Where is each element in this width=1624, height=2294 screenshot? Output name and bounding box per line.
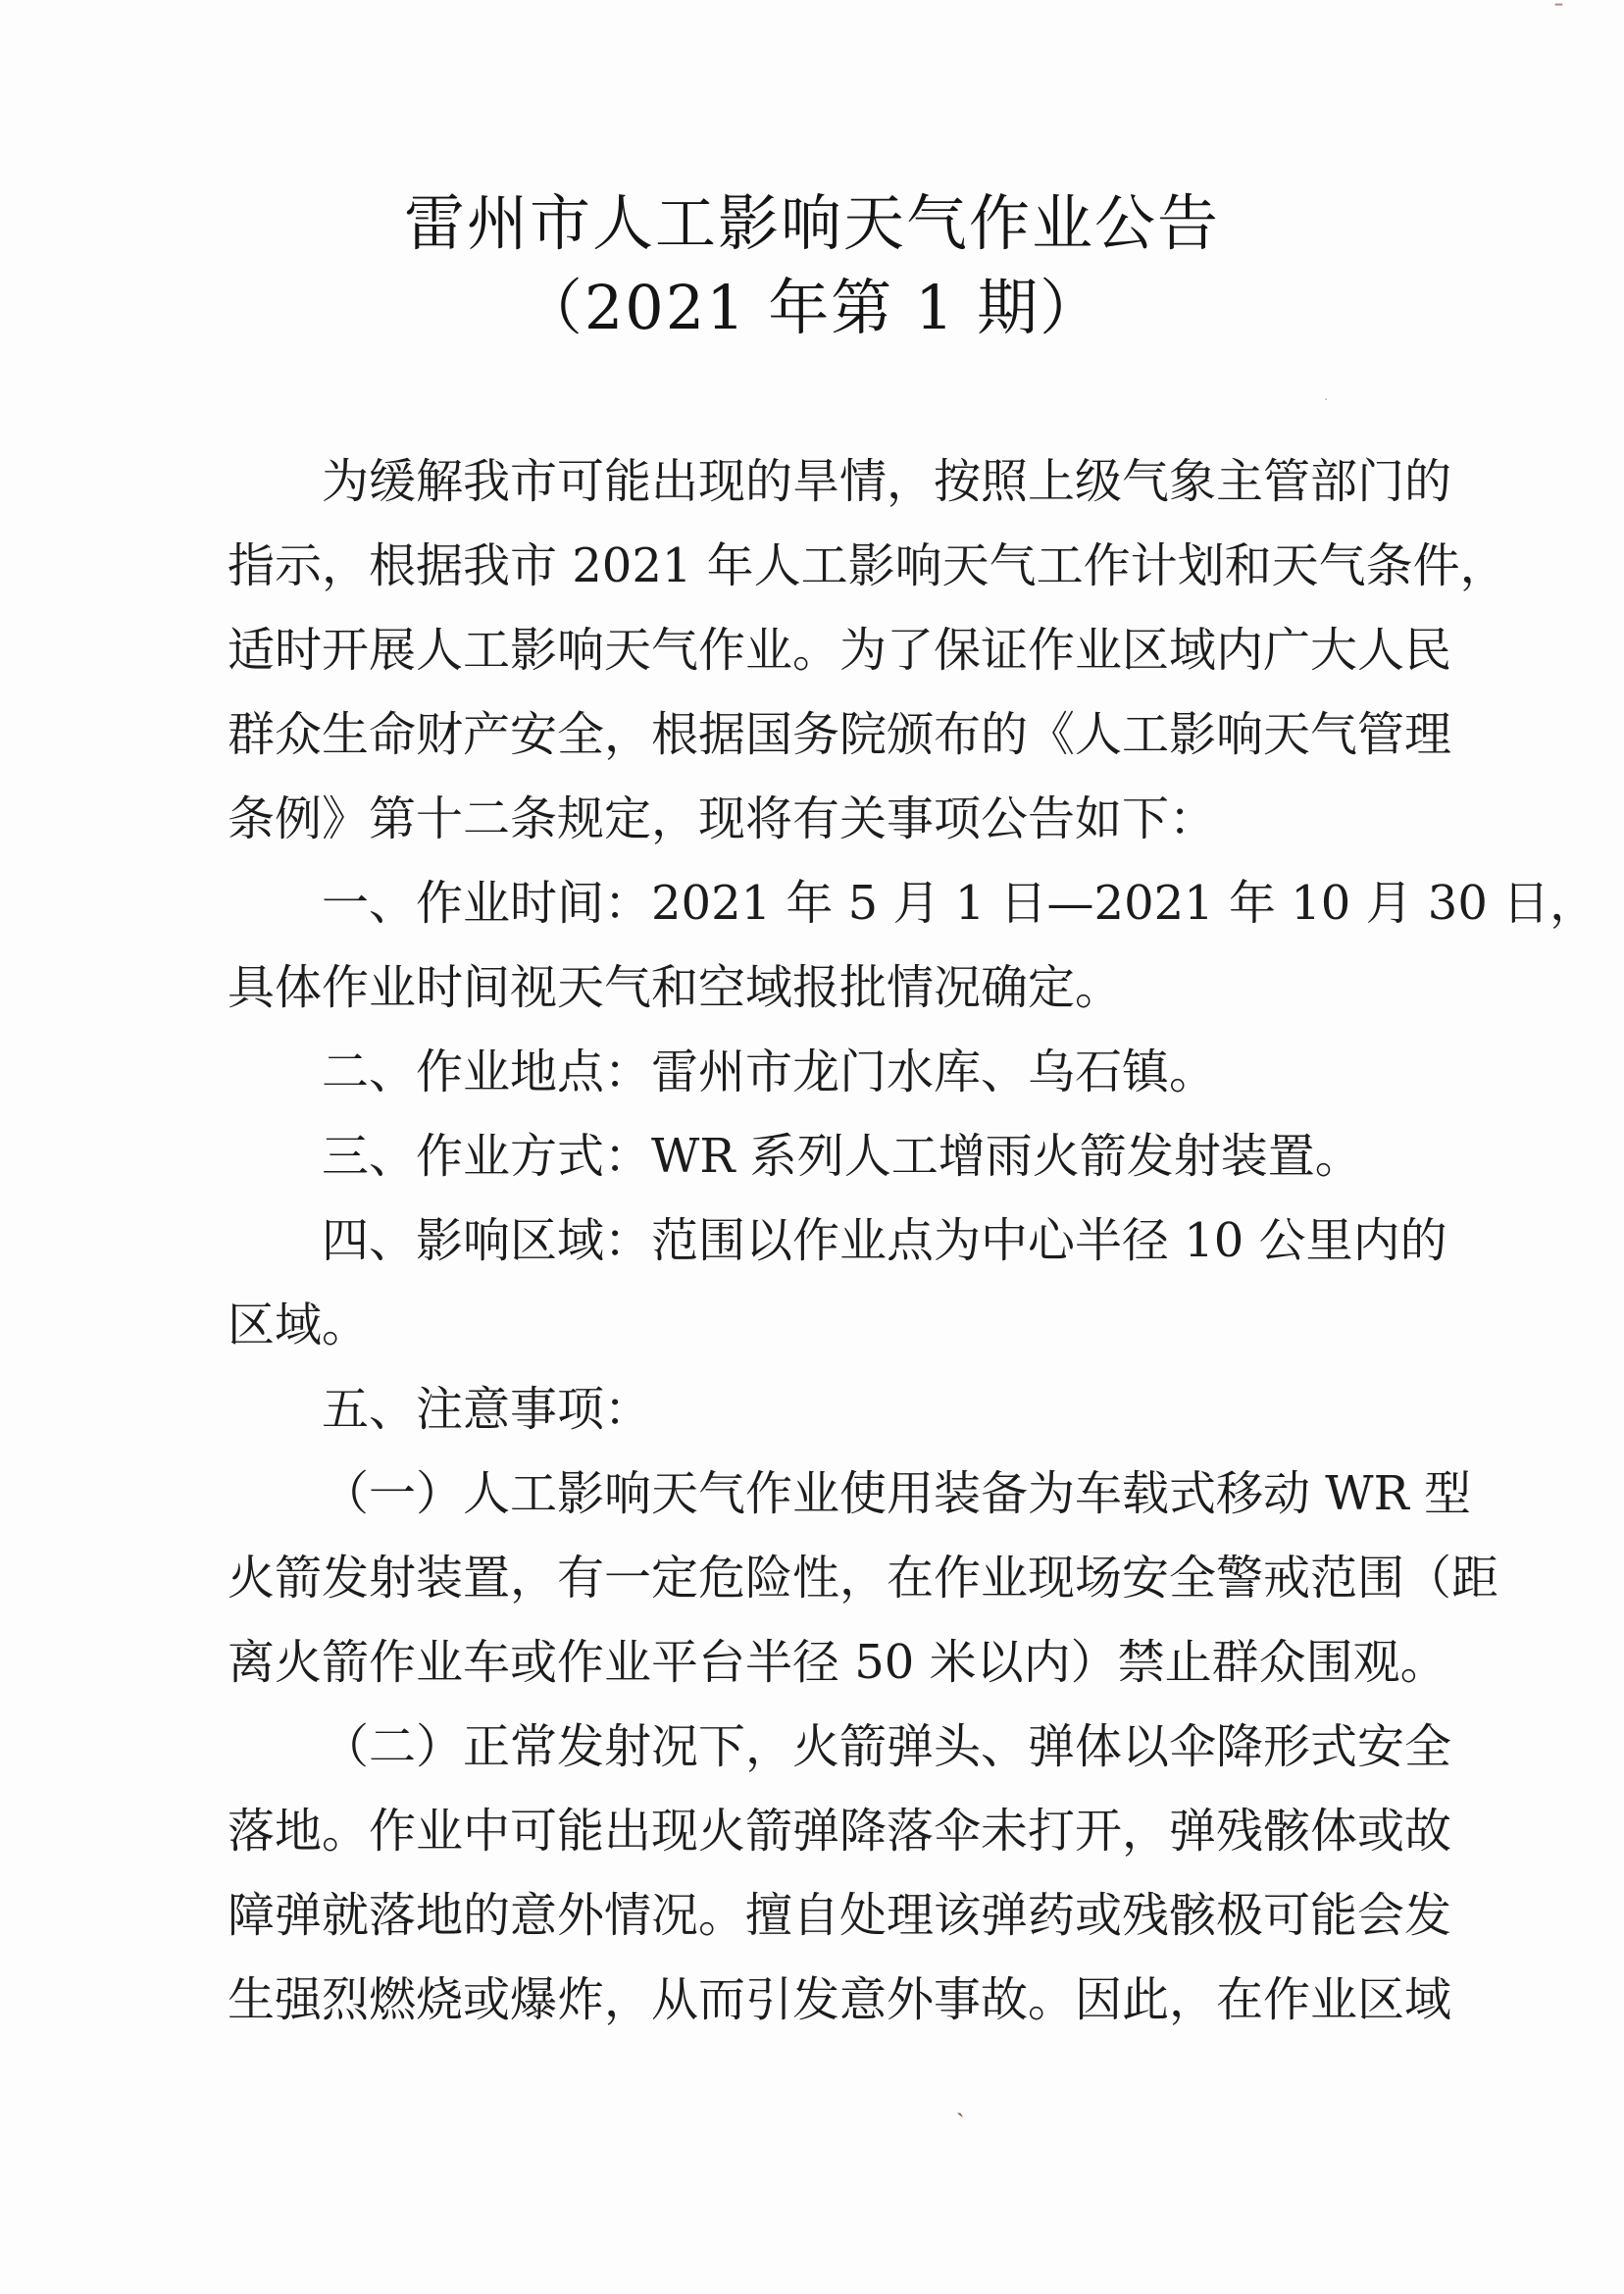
paragraph-line: （二）正常发射况下，火箭弹头、弹体以伞降形式安全 — [322, 1719, 1452, 1774]
paragraph-line: 区域。 — [228, 1298, 370, 1352]
scan-speck: · — [1324, 392, 1329, 408]
paragraph-line: 二、作业地点：雷州市龙门水库、乌石镇。 — [322, 1045, 1217, 1099]
paragraph-line: 四、影响区域：范围以作业点为中心半径 10 公里内的 — [322, 1213, 1447, 1268]
document-title: 雷州市人工影响天气作业公告 — [403, 187, 1220, 259]
paragraph-line: 落地。作业中可能出现火箭弹降落伞未打开，弹残骸体或故 — [228, 1804, 1452, 1859]
scan-speck: ˉ — [1552, 0, 1565, 29]
paragraph-line: 生强烈燃烧或爆炸，从而引发意外事故。因此，在作业区域 — [228, 1972, 1452, 2027]
paragraph-line: 条例》第十二条规定，现将有关事项公告如下： — [228, 791, 1217, 846]
paragraph-item-2 — [228, 1030, 1373, 1114]
paragraph-line: 离火箭作业车或作业平台半径 50 米以内）禁止群众围观。 — [228, 1635, 1447, 1690]
paragraph-line: 三、作业方式：WR 系列人工增雨火箭发射装置。 — [322, 1129, 1362, 1184]
paragraph-line: 具体作业时间视天气和空域报批情况确定。 — [228, 960, 1123, 1015]
paragraph-subitem-1 — [228, 1452, 1499, 1705]
paragraph-line: 指示，根据我市 2021 年人工影响天气工作计划和天气条件， — [228, 538, 1507, 593]
paragraph-line: 障弹就落地的意外情况。擅自处理该弹药或残骸极可能会发 — [228, 1888, 1452, 1943]
document-body — [228, 439, 1598, 2042]
scan-speck: ˏ — [956, 2089, 965, 2118]
paragraph-item-4 — [228, 1198, 1447, 1367]
paragraph-item-3 — [228, 1114, 1373, 1198]
paragraph-line: （一）人工影响天气作业使用装备为车载式移动 WR 型 — [322, 1466, 1471, 1521]
paragraph-line: 五、注意事项： — [322, 1382, 652, 1437]
paragraph-subitem-2 — [228, 1705, 1452, 2042]
paragraph-item-1 — [228, 861, 1598, 1030]
paragraph-line: 为缓解我市可能出现的旱情，按照上级气象主管部门的 — [322, 454, 1452, 509]
title-block — [0, 181, 1624, 350]
paragraph-item-5 — [228, 1367, 1373, 1452]
document-subtitle: （2021 年第 1 期） — [521, 272, 1103, 343]
paragraph-intro — [228, 439, 1507, 861]
paragraph-line: 火箭发射装置，有一定危险性，在作业现场安全警戒范围（距 — [228, 1551, 1499, 1606]
paragraph-line: 适时开展人工影响天气作业。为了保证作业区域内广大人民 — [228, 623, 1452, 678]
paragraph-line: 一、作业时间：2021 年 5 月 1 日—2021 年 10 月 30 日， — [322, 876, 1598, 931]
paragraph-line: 群众生命财产安全，根据国务院颁布的《人工影响天气管理 — [228, 707, 1452, 762]
